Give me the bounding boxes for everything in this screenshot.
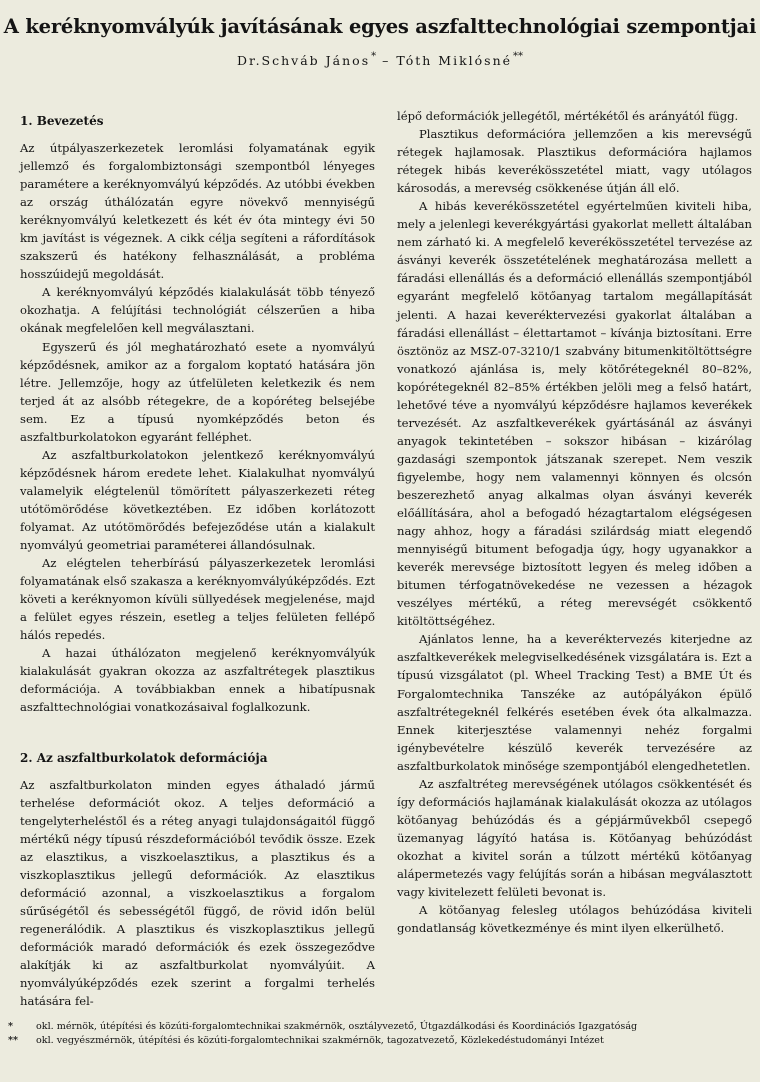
paragraph: Az elégtelen teherbírású pályaszerkezetek leromlási folyamatának első szakasza a keréknyomvályúképződés. Ezt követi a keréknyomon kívüli süllyedések megjelenése, majd a felület egyes részein, esetleg a teljes felületen fellépő hálós repedés. [20,556,375,643]
paragraph: Az útpályaszerkezetek leromlási folyamatának egyik jellemző és forgalombiztonsági szempontból lényeges paramétere a keréknyomvályú képződés. Az utóbbi években az ország úthálózatán egyre növekvő mennyiségű keréknyomvályú keletkezett és két év óta mintegy évi 50 km javítást is végeznek. A cikk célja segíteni a ráfordítások szakszerű és hatékony felhasználását, a probléma hosszúidejű megoldását. [20,141,375,282]
section-heading-introduction: 1. Bevezetés [20,114,104,128]
footnote [8,1020,748,1034]
footnote-mark: * [8,1021,14,1032]
author-2-footnote-mark: ** [513,51,524,62]
paragraph: A hibás keverékösszetétel egyértelműen kiviteli hiba, mely a jelenlegi keverékgyártási gyakorlat mellett általában nem zárható ki. A megfelelő keverékösszetétel tervezése az ásványi keverék összetételének meghatározása mellett a fáradási ellenállás és a deformáció ellenállás szempontjából egyaránt megfelelő kötőanyag tartalom megállapítását jelenti. A hazai keveréktervezési gyakorlat általában a fáradási ellenállást – élettartamot – kívánja biztosítani. Erre ösztönöz az MSZ-07-3210/1 szabvány bitumenkitöltöttségre vonatkozó ajánlása is, mely kötőrétegeknél 80–82%, kopórétegeknél 82–85% értékben jelöli meg a felső határt, lehetővé téve a nyomvályú képződésre hajlamos keverékek tervezését. Az aszfaltkeverékek gyártásánál az ásványi anyagok tekintetében – sokszor hibásan – kizárólag gazdasági szempontok játszanak szerepet. Nem veszik figyelembe, hogy nem valamennyi könnyen és olcsón beszerezhető anyag alkalmas olyan ásványi keverék előállítására, ahol a befogadó hézagtartalom elégségesen nagy ahhoz, hogy a fáradási szilárdság miatt elegendő mennyiségű bitument befogadja úgy, hogy ugyanakkor a keverék merevsége biztosított legyen és meleg időben a bitumen térfogatnövekedése ne vezessen a hézagok veszélyes mértékű, a réteg merevségét csökkentő kitöltöttségéhez. [397,199,752,629]
article-title: A keréknyomvályúk javításának egyes aszfalttechnológiai szempontjai [3,15,757,38]
footnote [8,1034,748,1048]
right-column [397,0,752,937]
left-column [20,0,375,1010]
section-heading-deformation: 2. Az aszfaltburkolatok deformációja [20,750,268,765]
paragraph: Az aszfaltburkolaton minden egyes áthaladó jármű terhelése deformációt okoz. A teljes deformáció a tengelyterheléstől és a réteg anyagi tulajdonságaitól függő mértékű négy típusú részdeformációból tevődik össze. Ezek az elasztikus, a viszkoelasztikus, a plasztikus és a viszkoplasztikus jellegű deformációk. Az elasztikus deformáció azonnal, a viszkoelasztikus a forgalom sűrűségétől és sebességétől függő, de rövid időn belül regenerálódik. A plasztikus és viszkoplasztikus jellegű deformációk maradó deformációk és ezek összegeződve alakítják ki az aszfaltburkolat nyomvályúit. A nyomvályúképződés ezek szerint a forgalmi terhelés hatására fel- [20,777,375,1009]
paragraph: Az aszfaltburkolatokon jelentkező keréknyomvályú képződésnek három eredete lehet. Kialakulhat nyomvályú valamelyik elégtelenül tömörített pályaszerkezeti réteg utótömörődése következtében. Ez időben korlátozott folyamat. Az utótömörődés befejeződése után a kialakult nyomvályú geometriai paraméterei állandósulnak. [20,447,375,553]
paragraph: Ajánlatos lenne, ha a keveréktervezés kiterjedne az aszfaltkeverékek melegviselkedésének vizsgálatára is. Ezt a típusú vizsgálatot (pl. Wheel Tracking Test) a BME Út és Forgalomtechnika Tanszéke az autópályákon épülő aszfaltrétegeknél felkérés esetében évek óta alkalmazza. Ennek kiterjesztése valamennyi nehéz forgalmi igénybevételre készülő keverék tervezésére az aszfaltburkolatok minősége szempontjából elengedhetetlen. [397,632,752,773]
paragraph: Az aszfaltréteg merevségének utólagos csökkentését és így deformációs hajlamának kialakulását okozza az utólagos kötőanyag behúzódás és a gépjárművekből csepegő üzemanyag lágyító hatása is. Kötőanyag behúzódást okozhat a kivitel során a túlzott mértékű kötőanyag alápermetezés vagy felújítás során a hibásan megválasztott vagy kivitelezett felületi bevonat is. [397,776,752,900]
paragraph: lépő deformációk jellegétől, mértékétől és arányától függ. [397,109,739,123]
author-1-footnote-mark: * [371,51,377,62]
paragraph: A kötőanyag felesleg utólagos behúzódása kiviteli gondatlanság következménye és mint ilyen elkerülhető. [397,903,752,936]
footnote-mark: ** [8,1035,19,1046]
paragraph: Egyszerű és jól meghatározható esete a nyomvályú képződésnek, amikor az a forgalom koptató hatására jön létre. Jellemzője, hogy az útfelületen keletkezik és nem terjed át az alsóbb rétegekre, de a kopóréteg belsejébe sem. Ez a típusú nyomképződés beton és aszfaltburkolatokon egyaránt felléphet. [20,339,375,444]
footnote-text: okl. mérnök, útépítési és közúti-forgalomtechnikai szakmérnök, osztályvezető, Útgazdálkodási és Koordinációs Igazgatóság [36,1021,638,1032]
paragraph: A hazai úthálózaton megjelenő keréknyomvályúk kialakulását gyakran okozza az aszfaltrétegek plasztikus deformációja. A továbbiakban ennek a hibatípusnak aszfalttechnológiai vonatkozásaival foglalkozunk. [20,646,375,715]
paragraph: A keréknyomvályú képződés kialakulását több tényező okozhatja. A felújítási technológiát célszerűen a hiba okának megfelelően kell megválasztani. [20,285,375,336]
author-1: Dr.Schváb János [236,53,371,68]
author-2: Tóth Miklósné [396,53,513,68]
paragraph: Plasztikus deformációra jellemzően a kis merevségű rétegek hajlamosak. Plasztikus deformációra hajlamos rétegek hibás keverékösszetétel miatt, vagy utólagos károsodás, a merevség csökkenése útján áll elő. [397,127,752,196]
footnote-text: okl. vegyészmérnök, útépítési és közúti-forgalomtechnikai szakmérnök, tagozatvezető, Közlekedéstudományi Intézet [36,1035,604,1046]
author-separator: – [382,53,391,68]
footnotes [8,1020,748,1048]
